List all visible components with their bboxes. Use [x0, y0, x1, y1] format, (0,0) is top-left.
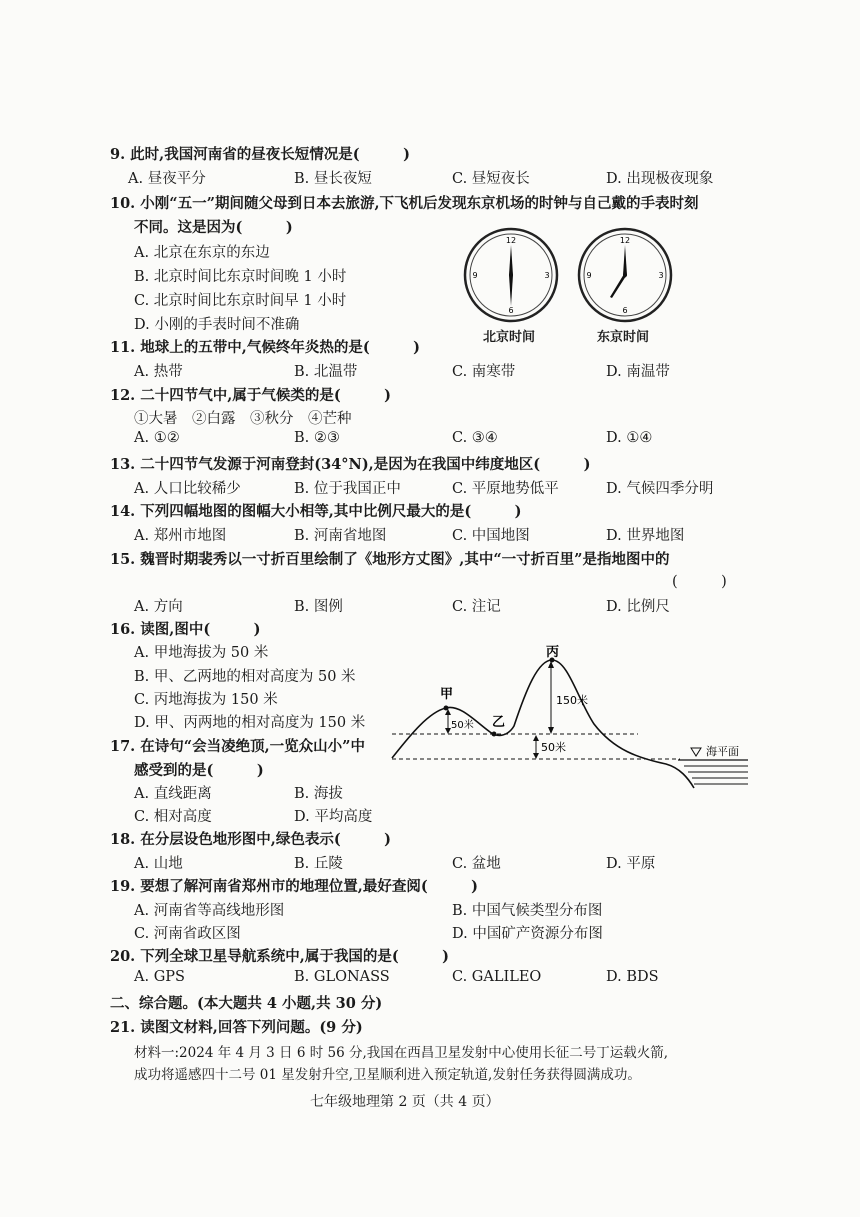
- q9-option-a: A. 昼夜平分: [128, 171, 206, 187]
- q17-option-b: B. 海拔: [294, 786, 343, 802]
- q16-option-b: B. 甲、乙两地的相对高度为 50 米: [134, 669, 356, 685]
- clock-number-12: 12: [619, 236, 631, 245]
- page-footer: 七年级地理第 2 页（共 4 页）: [310, 1094, 500, 1110]
- q9-option-c: C. 昼短夜长: [452, 171, 530, 187]
- q15-option-b: B. 图例: [294, 599, 343, 615]
- q16-option-a: A. 甲地海拔为 50 米: [134, 645, 269, 661]
- q9-stem: 9. 此时,我国河南省的昼夜长短情况是( ): [110, 146, 410, 163]
- q13-option-c: C. 平原地势低平: [452, 481, 559, 497]
- sea-level-marker-icon: [691, 748, 701, 756]
- q13-option-b: B. 位于我国正中: [294, 481, 401, 497]
- q17-option-c: C. 相对高度: [134, 809, 212, 825]
- q17-option-a: A. 直线距离: [134, 786, 212, 802]
- q11-option-b: B. 北温带: [294, 364, 358, 380]
- q10-option-a: A. 北京在东京的东边: [134, 245, 270, 261]
- terrain-profile-line: [392, 660, 694, 788]
- label-yi: 乙: [492, 715, 506, 730]
- q19-option-a: A. 河南省等高线地形图: [134, 903, 285, 919]
- q15-stem: 15. 魏晋时期裴秀以一寸折百里绘制了《地形方丈图》,其中“一寸折百里”是指地图中的: [110, 551, 670, 568]
- hour-hand: [610, 274, 626, 298]
- tokyo-clock: [576, 226, 674, 324]
- beijing-clock-label: 北京时间: [483, 330, 536, 345]
- q14-option-d: D. 世界地图: [606, 528, 685, 544]
- q17-stem-line1: 17. 在诗句“会当凌绝顶,一览众山小”中: [110, 738, 366, 755]
- label-50m-lower: 50米: [541, 741, 566, 754]
- q11-option-c: C. 南寒带: [452, 364, 516, 380]
- q13-stem: 13. 二十四节气发源于河南登封(34°N),是因为在我国中纬度地区( ): [110, 456, 591, 473]
- q19-stem: 19. 要想了解河南省郑州市的地理位置,最好查阅( ): [110, 878, 479, 895]
- label-jia: 甲: [440, 687, 454, 702]
- label-50m-jia: 50米: [451, 720, 474, 731]
- q10-option-b: B. 北京时间比东京时间晚 1 小时: [134, 269, 347, 285]
- q15-option-a: A. 方向: [134, 599, 183, 615]
- clock-number-3: 3: [658, 271, 664, 280]
- q11-option-d: D. 南温带: [606, 364, 670, 380]
- q15-option-c: C. 注记: [452, 599, 501, 615]
- q12-option-b: B. ②③: [294, 430, 340, 446]
- terrain-profile-diagram: [388, 640, 750, 792]
- q16-option-d: D. 甲、丙两地的相对高度为 150 米: [134, 715, 366, 731]
- beijing-clock: [462, 226, 560, 324]
- clock-number-6: 6: [622, 306, 628, 315]
- q18-stem: 18. 在分层设色地形图中,绿色表示( ): [110, 831, 392, 848]
- clock-number-6: 6: [508, 306, 514, 315]
- q12-option-c: C. ③④: [452, 430, 498, 446]
- q16-option-c: C. 丙地海拔为 150 米: [134, 692, 278, 708]
- q13-option-d: D. 气候四季分明: [606, 481, 714, 497]
- label-150m: 150米: [556, 694, 588, 707]
- q12-stem: 12. 二十四节气中,属于气候类的是( ): [110, 387, 392, 404]
- q14-stem: 14. 下列四幅地图的图幅大小相等,其中比例尺最大的是( ): [110, 503, 522, 520]
- q11-option-a: A. 热带: [134, 364, 183, 380]
- q10-stem-line2: 不同。这是因为( ): [134, 219, 293, 236]
- q12-option-d: D. ①④: [606, 430, 653, 446]
- clock-number-3: 3: [544, 271, 550, 280]
- q17-stem-line2: 感受到的是( ): [134, 762, 264, 779]
- q11-stem: 11. 地球上的五带中,气候终年炎热的是( ): [110, 339, 421, 356]
- q20-stem: 20. 下列全球卫星导航系统中,属于我国的是( ): [110, 948, 450, 965]
- q21-material-line2: 成功将遥感四十二号 01 星发射升空,卫星顺利进入预定轨道,发射任务获得圆满成功。: [134, 1067, 641, 1083]
- hour-hand: [509, 272, 513, 306]
- q20-option-d: D. BDS: [606, 969, 659, 985]
- sea-level-label: 海平面: [706, 745, 739, 758]
- q19-option-d: D. 中国矿产资源分布图: [452, 926, 603, 942]
- q17-option-d: D. 平均高度: [294, 809, 373, 825]
- q10-stem-line1: 10. 小刚“五一”期间随父母到日本去旅游,下飞机后发现东京机场的时钟与自己戴的手表时刻: [110, 195, 699, 212]
- tokyo-clock-label: 东京时间: [597, 330, 650, 345]
- q18-option-a: A. 山地: [134, 856, 183, 872]
- q21-material-line1: 材料一:2024 年 4 月 3 日 6 时 56 分,我国在西昌卫星发射中心使用长征二号丁运载火箭,: [134, 1045, 669, 1061]
- clock-number-12: 12: [505, 236, 517, 245]
- q14-option-c: C. 中国地图: [452, 528, 530, 544]
- q18-option-c: C. 盆地: [452, 856, 501, 872]
- q14-option-b: B. 河南省地图: [294, 528, 387, 544]
- q12-option-a: A. ①②: [134, 430, 180, 446]
- q20-option-a: A. GPS: [134, 969, 185, 985]
- label-bing: 丙: [546, 645, 560, 660]
- q15-answer-paren: ( ): [672, 574, 727, 590]
- q16-stem: 16. 读图,图中( ): [110, 621, 261, 638]
- q20-option-b: B. GLONASS: [294, 969, 390, 985]
- q19-option-b: B. 中国气候类型分布图: [452, 903, 603, 919]
- q10-option-d: D. 小刚的手表时间不准确: [134, 317, 300, 333]
- q10-option-c: C. 北京时间比东京时间早 1 小时: [134, 293, 347, 309]
- section2-heading: 二、综合题。(本大题共 4 小题,共 30 分): [110, 995, 383, 1012]
- q18-option-b: B. 丘陵: [294, 856, 343, 872]
- point-yi: [492, 732, 497, 737]
- q12-items: ①大暑 ②白露 ③秋分 ④芒种: [134, 411, 352, 427]
- q19-option-c: C. 河南省政区图: [134, 926, 241, 942]
- q9-option-b: B. 昼长夜短: [294, 171, 372, 187]
- q20-option-c: C. GALILEO: [452, 969, 542, 985]
- q18-option-d: D. 平原: [606, 856, 656, 872]
- q9-option-d: D. 出现极夜现象: [606, 171, 714, 187]
- q14-option-a: A. 郑州市地图: [134, 528, 227, 544]
- q13-option-a: A. 人口比较稀少: [134, 481, 241, 497]
- clock-number-9: 9: [472, 271, 478, 280]
- clock-number-9: 9: [586, 271, 592, 280]
- q21-stem: 21. 读图文材料,回答下列问题。(9 分): [110, 1019, 363, 1036]
- q15-option-d: D. 比例尺: [606, 599, 670, 615]
